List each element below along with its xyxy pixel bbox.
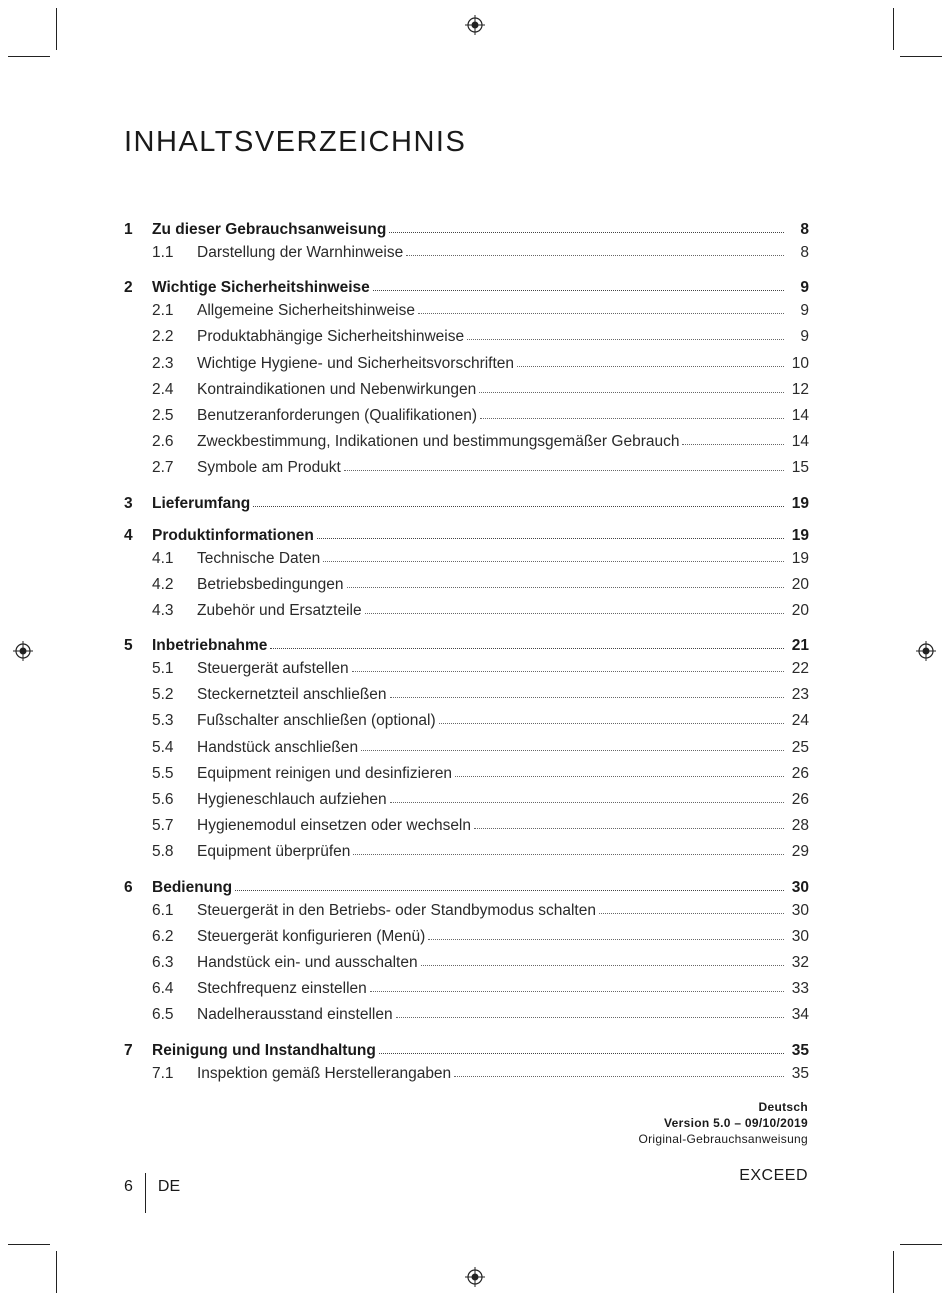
registration-mark-icon — [465, 15, 485, 35]
toc-subsection-number: 5.3 — [152, 712, 174, 730]
toc-dot-leader — [365, 613, 784, 614]
crop-mark — [900, 56, 942, 57]
toc-page-number: 20 — [791, 601, 809, 619]
toc-section — [124, 637, 809, 870]
toc-dot-leader — [480, 418, 784, 419]
toc-subsection-title: Zubehör und Ersatzteile — [197, 601, 362, 619]
toc-page-number: 9 — [800, 279, 809, 297]
toc-dot-leader — [353, 854, 784, 855]
toc-subsection-number: 2.3 — [152, 354, 174, 372]
toc-chapter-entry[interactable] — [124, 527, 809, 550]
toc-dot-leader — [428, 939, 784, 940]
toc-subsection-entry[interactable] — [124, 791, 809, 817]
version-document-type: Original-Gebrauchsanweisung — [638, 1132, 808, 1146]
toc-subsection-entry[interactable] — [124, 765, 809, 791]
toc-page-number: 15 — [791, 459, 809, 477]
toc-dot-leader — [390, 697, 784, 698]
toc-chapter-entry[interactable] — [124, 495, 809, 518]
toc-chapter-entry[interactable] — [124, 879, 809, 902]
toc-dot-leader — [682, 444, 784, 445]
toc-subsection-entry[interactable] — [124, 1006, 809, 1032]
toc-subsection-title: Wichtige Hygiene- und Sicherheitsvorschriften — [197, 354, 515, 372]
toc-chapter-title: Wichtige Sicherheitshinweise — [152, 279, 370, 297]
toc-dot-leader — [253, 506, 784, 507]
toc-subsection-title: Steuergerät konfigurieren (Menü) — [197, 927, 426, 945]
toc-subsection-title: Equipment überprüfen — [197, 843, 351, 861]
toc-subsection-number: 5.6 — [152, 791, 174, 808]
toc-subsection-title: Benutzeranforderungen (Qualifikationen) — [197, 406, 478, 424]
crop-mark — [56, 1251, 57, 1293]
toc-subsection-title: Stechfrequenz einstellen — [197, 980, 367, 998]
toc-page-number: 14 — [791, 406, 809, 424]
toc-dot-leader — [396, 1017, 784, 1018]
toc-subsection-entry[interactable] — [124, 928, 809, 954]
toc-dot-leader — [454, 1076, 784, 1077]
version-block — [638, 1099, 808, 1147]
toc-dot-leader — [347, 587, 784, 588]
crop-mark — [900, 1244, 942, 1245]
toc-subsection-title: Hygieneschlauch aufziehen — [197, 791, 387, 808]
toc-subsection-entry[interactable] — [124, 712, 809, 738]
toc-dot-leader — [517, 366, 784, 367]
toc-page-number: 20 — [791, 575, 809, 593]
registration-mark-icon — [916, 641, 936, 661]
toc-subsection-number: 2.6 — [152, 433, 174, 451]
toc-chapter-number: 3 — [124, 494, 133, 512]
toc-subsection-number: 6.1 — [152, 901, 174, 919]
toc-subsection-number: 6.5 — [152, 1006, 174, 1024]
crop-mark — [893, 1251, 894, 1293]
toc-chapter-title: Produktinformationen — [152, 526, 314, 544]
toc-dot-leader — [439, 723, 784, 724]
footer-left — [124, 1167, 180, 1207]
toc-subsection-title: Allgemeine Sicherheitshinweise — [197, 302, 415, 320]
toc-subsection-entry[interactable] — [124, 407, 809, 433]
toc-subsection-number: 4.3 — [152, 601, 174, 619]
toc-subsection-entry[interactable] — [124, 739, 809, 765]
crop-mark — [56, 8, 57, 50]
toc-page-number: 34 — [791, 1006, 809, 1024]
toc-subsection-entry[interactable] — [124, 686, 809, 712]
toc-subsection-title: Equipment reinigen und desinfizieren — [197, 764, 453, 782]
toc-dot-leader — [317, 538, 784, 539]
toc-page-number: 28 — [791, 817, 809, 835]
toc-page-number: 30 — [791, 901, 809, 919]
toc-subsection-number: 5.8 — [152, 843, 174, 861]
toc-dot-leader — [235, 890, 784, 891]
toc-page-number: 25 — [791, 738, 809, 756]
toc-chapter-title: Reinigung und Instandhaltung — [152, 1041, 376, 1059]
toc-subsection-title: Handstück anschließen — [197, 738, 359, 756]
toc-dot-leader — [467, 339, 784, 340]
toc-subsection-number: 1.1 — [152, 244, 174, 261]
toc-subsection-number: 2.7 — [152, 459, 174, 477]
toc-dot-leader — [474, 828, 784, 829]
toc-subsection-number: 4.1 — [152, 549, 174, 567]
crop-mark — [8, 56, 50, 57]
toc-subsection-number: 5.5 — [152, 764, 174, 782]
toc-page-number: 26 — [791, 791, 809, 808]
toc-subsection-entry[interactable] — [124, 660, 809, 686]
toc-subsection-title: Symbole am Produkt — [197, 459, 341, 477]
table-of-contents — [124, 221, 809, 1100]
toc-subsection-entry[interactable] — [124, 817, 809, 843]
registration-mark-icon — [465, 1267, 485, 1287]
toc-dot-leader — [455, 776, 784, 777]
toc-subsection-number: 5.1 — [152, 660, 174, 678]
toc-chapter-number: 4 — [124, 526, 133, 544]
toc-dot-leader — [323, 561, 784, 562]
toc-page-number: 30 — [791, 927, 809, 945]
toc-section — [124, 527, 809, 629]
toc-subsection-title: Kontraindikationen und Nebenwirkungen — [197, 380, 477, 398]
toc-dot-leader — [599, 913, 784, 914]
toc-subsection-entry[interactable] — [124, 459, 809, 485]
toc-page-number: 14 — [791, 433, 809, 451]
toc-page-number: 29 — [791, 843, 809, 861]
toc-subsection-number: 5.4 — [152, 738, 174, 756]
toc-page-number: 26 — [791, 764, 809, 782]
toc-subsection-entry[interactable] — [124, 576, 809, 602]
toc-chapter-number: 2 — [124, 279, 133, 297]
product-name: EXCEED — [739, 1167, 808, 1184]
toc-chapter-entry[interactable] — [124, 637, 809, 660]
toc-subsection-number: 2.2 — [152, 328, 174, 346]
toc-section — [124, 879, 809, 1033]
toc-chapter-number: 1 — [124, 221, 133, 238]
toc-subsection-entry[interactable] — [124, 244, 809, 270]
toc-page-number: 12 — [791, 380, 809, 398]
toc-subsection-entry[interactable] — [124, 550, 809, 576]
toc-dot-leader — [361, 750, 784, 751]
toc-section — [124, 221, 809, 270]
toc-chapter-title: Lieferumfang — [152, 494, 251, 512]
toc-subsection-number: 2.5 — [152, 406, 174, 424]
toc-dot-leader — [270, 648, 784, 649]
toc-section — [124, 495, 809, 518]
toc-subsection-number: 4.2 — [152, 575, 174, 593]
toc-subsection-number: 2.4 — [152, 380, 174, 398]
crop-mark — [893, 8, 894, 50]
toc-chapter-entry[interactable] — [124, 279, 809, 302]
toc-subsection-number: 5.7 — [152, 817, 174, 835]
toc-subsection-entry[interactable] — [124, 433, 809, 459]
toc-subsection-number: 7.1 — [152, 1064, 174, 1082]
toc-subsection-title: Produktabhängige Sicherheitshinweise — [197, 328, 465, 346]
toc-subsection-number: 6.4 — [152, 980, 174, 998]
toc-page-number: 32 — [791, 953, 809, 971]
toc-subsection-title: Handstück ein- und ausschalten — [197, 953, 418, 971]
toc-page-number: 22 — [791, 660, 809, 678]
toc-subsection-title: Steuergerät aufstellen — [197, 660, 349, 678]
toc-page-number: 23 — [791, 686, 809, 704]
toc-page-number: 21 — [791, 637, 809, 655]
language-code: DE — [157, 1178, 181, 1195]
toc-section — [124, 279, 809, 485]
toc-subsection-title: Hygienemodul einsetzen oder wechseln — [197, 817, 471, 835]
toc-chapter-number: 6 — [124, 878, 133, 896]
toc-subsection-entry[interactable] — [124, 602, 809, 628]
toc-subsection-entry[interactable] — [124, 954, 809, 980]
toc-page-number: 30 — [791, 878, 809, 896]
toc-dot-leader — [370, 991, 784, 992]
toc-dot-leader — [479, 392, 784, 393]
toc-subsection-title: Steckernetzteil anschließen — [197, 686, 387, 704]
crop-mark — [8, 1244, 50, 1245]
toc-subsection-entry[interactable] — [124, 843, 809, 869]
toc-page-number: 19 — [791, 549, 809, 567]
toc-page-number: 24 — [791, 712, 809, 730]
toc-subsection-entry[interactable] — [124, 1065, 809, 1091]
toc-chapter-number: 7 — [124, 1041, 133, 1059]
toc-page-number: 9 — [800, 302, 809, 320]
toc-page-number: 19 — [791, 494, 809, 512]
toc-chapter-entry[interactable] — [124, 1042, 809, 1065]
page-number: 6 — [124, 1178, 133, 1195]
toc-page-number: 35 — [791, 1064, 809, 1082]
toc-subsection-title: Betriebsbedingungen — [197, 575, 344, 593]
toc-dot-leader — [406, 255, 784, 256]
toc-subsection-number: 2.1 — [152, 302, 174, 320]
toc-subsection-title: Technische Daten — [197, 549, 321, 567]
toc-dot-leader — [344, 470, 784, 471]
page-title: INHALTSVERZEICHNIS — [124, 126, 467, 158]
toc-page-number: 10 — [791, 354, 809, 372]
toc-subsection-entry[interactable] — [124, 381, 809, 407]
toc-dot-leader — [373, 290, 784, 291]
toc-page-number: 8 — [800, 244, 809, 261]
toc-subsection-title: Zweckbestimmung, Indikationen und bestimmungsgemäßer Gebrauch — [197, 433, 680, 451]
toc-subsection-title: Inspektion gemäß Herstellerangaben — [197, 1064, 452, 1082]
toc-chapter-entry[interactable] — [124, 221, 809, 244]
toc-dot-leader — [390, 802, 784, 803]
toc-dot-leader — [421, 965, 784, 966]
version-number: Version 5.0 – 09/10/2019 — [664, 1116, 808, 1130]
toc-subsection-number: 6.2 — [152, 927, 174, 945]
toc-subsection-entry[interactable] — [124, 902, 809, 928]
toc-subsection-entry[interactable] — [124, 302, 809, 328]
toc-subsection-title: Nadelherausstand einstellen — [197, 1006, 393, 1024]
registration-mark-icon — [13, 641, 33, 661]
toc-subsection-number: 5.2 — [152, 686, 174, 704]
toc-subsection-title: Steuergerät in den Betriebs- oder Standbymodus schalten — [197, 901, 596, 919]
toc-subsection-entry[interactable] — [124, 328, 809, 354]
version-language: Deutsch — [758, 1100, 808, 1114]
toc-subsection-entry[interactable] — [124, 355, 809, 381]
toc-chapter-title: Bedienung — [152, 878, 233, 896]
toc-subsection-title: Fußschalter anschließen (optional) — [197, 712, 436, 730]
toc-page-number: 33 — [791, 980, 809, 998]
toc-chapter-title: Zu dieser Gebrauchsanweisung — [152, 221, 387, 238]
toc-page-number: 35 — [791, 1041, 809, 1059]
toc-dot-leader — [389, 232, 784, 233]
toc-subsection-entry[interactable] — [124, 980, 809, 1006]
toc-page-number: 8 — [800, 221, 809, 238]
toc-chapter-number: 5 — [124, 637, 133, 655]
toc-chapter-title: Inbetriebnahme — [152, 637, 268, 655]
toc-dot-leader — [418, 313, 784, 314]
toc-dot-leader — [379, 1053, 784, 1054]
footer-divider — [145, 1173, 146, 1213]
toc-dot-leader — [352, 671, 784, 672]
toc-subsection-title: Darstellung der Warnhinweise — [197, 244, 404, 261]
toc-page-number: 9 — [800, 328, 809, 346]
toc-subsection-number: 6.3 — [152, 953, 174, 971]
toc-page-number: 19 — [791, 526, 809, 544]
toc-section — [124, 1042, 809, 1091]
